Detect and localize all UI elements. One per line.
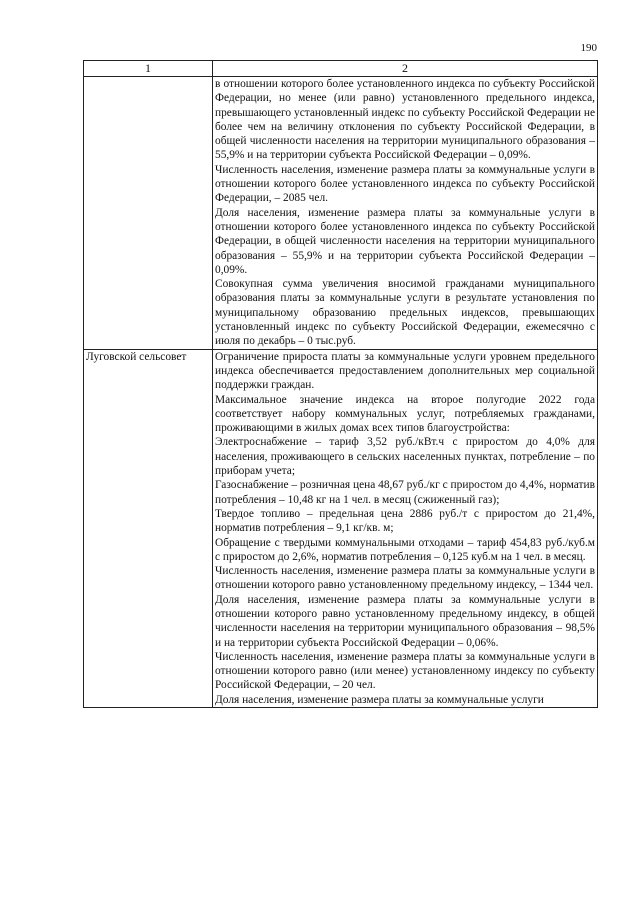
document-table [83, 60, 598, 708]
paragraph: Численность населения, изменение размера платы за коммунальные услуги в отношении которого равно установленному предельному индексу, – 1344 чел. [215, 565, 595, 592]
paragraph: Электроснабжение – тариф 3,52 руб./кВт.ч с приростом до 4,0% для населения, проживающего в сельских населенных пунктах, потребление – по приборам учета; [215, 436, 595, 478]
paragraph: Доля населения, изменение размера платы за коммунальные услуги в отношении которого равно установленному предельному индексу, в общей численности населения на территории муниципального образования – 98,5% и на территории субъекта Российской Федерации – 0,06%. [215, 593, 595, 649]
paragraph: Доля населения, изменение размера платы за коммунальные услуги [215, 693, 544, 706]
description-cell [213, 349, 598, 707]
paragraph: Максимальное значение индекса на второе полугодие 2022 года соответствует набору коммунальных услуг, потребляемых гражданами, проживающими в жилых домах всех типов благоустройства: [215, 393, 595, 435]
paragraph: Численность населения, изменение размера платы за коммунальные услуги в отношении которого равно (или менее) установленному индексу по субъекту Российской Федерации, – 20 чел. [215, 650, 595, 692]
paragraph: Доля населения, изменение размера платы за коммунальные услуги в отношении которого более установленного индекса по субъекту Российской Федерации, в общей численности населения на территории муниципального образования – 55,9% и на территории субъекта Российской Федерации – 0,09%. [215, 206, 595, 276]
page-number: 190 [580, 42, 597, 54]
table-header-row [84, 61, 598, 77]
paragraph: в отношении которого более установленного индекса по субъекту Российской Федерации, но менее (или равно) установленного предельного индекса, превышающего установленный индекс по субъекту Российской Федерации не более чем на величину отклонения по субъекту Российской Федерации, в общей численности населения на территории муниципального образования – 55,9% и на территории субъекта Российской Федерации – 0,09%. [215, 78, 595, 162]
description-cell [213, 77, 598, 350]
column-header-1: 1 [84, 61, 213, 77]
table-row [84, 77, 598, 350]
paragraph: Твердое топливо – предельная цена 2886 руб./т с приростом до 21,4%, норматив потребления – 9,1 кг/кв. м; [215, 507, 595, 535]
territory-cell: Луговской сельсовет [84, 349, 213, 707]
paragraph: Численность населения, изменение размера платы за коммунальные услуги в отношении которого более установленного индекса по субъекту Российской Федерации, – 2085 чел. [215, 163, 595, 205]
paragraph: Ограничение прироста платы за коммунальные услуги уровнем предельного индекса обеспечивается предоставлением дополнительных мер социальной поддержки граждан. [215, 350, 595, 392]
paragraph: Совокупная сумма увеличения вносимой гражданами муниципального образования платы за коммунальные услуги в результате установления по муниципальному образованию предельных индексов, превышающих установленный индекс по субъекту Российской Федерации, ежемесячно с июля по декабрь – 0 тыс.руб. [215, 278, 595, 348]
territory-cell [84, 77, 213, 350]
column-header-2: 2 [213, 61, 598, 77]
paragraph: Обращение с твердыми коммунальными отходами – тариф 454,83 руб./куб.м с приростом до 2,6%, норматив потребления – 0,125 куб.м на 1 чел. в месяц. [215, 536, 595, 563]
paragraph: Газоснабжение – розничная цена 48,67 руб./кг с приростом до 4,4%, норматив потребления – 10,48 кг на 1 чел. в месяц (сжиженный газ); [215, 479, 595, 506]
table-row [84, 349, 598, 707]
